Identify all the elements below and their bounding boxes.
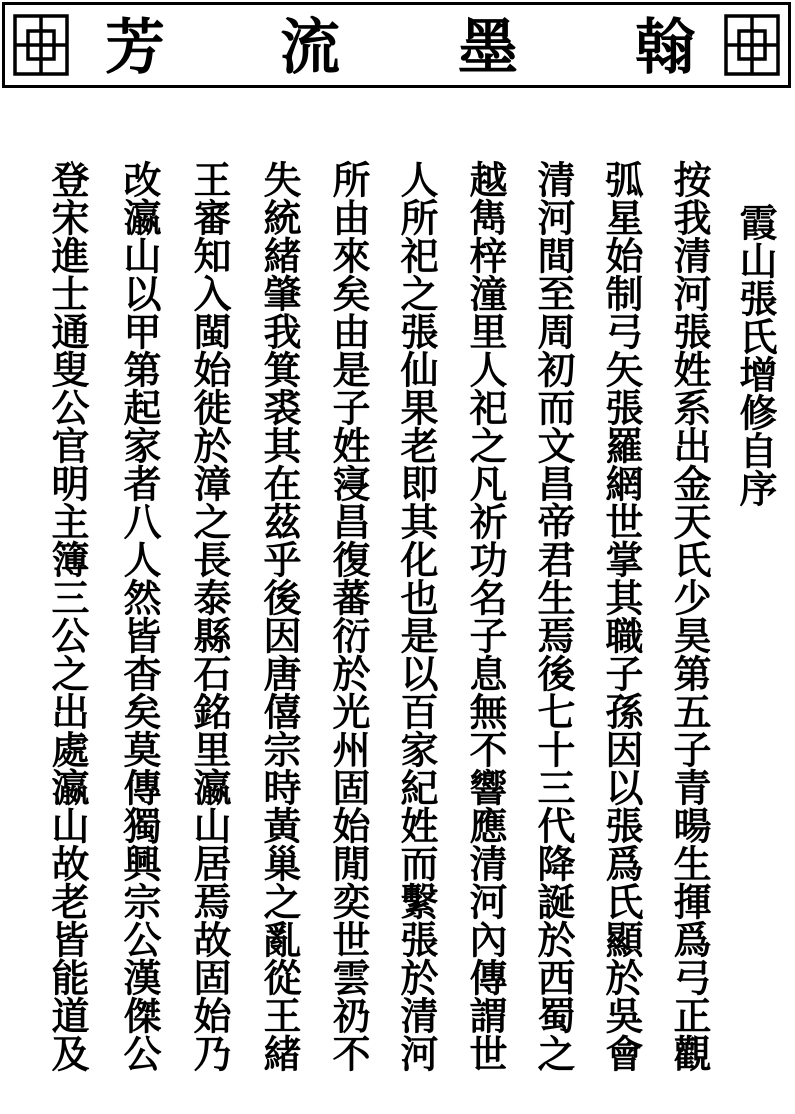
- text-column-6: 所由來矣由是子姓寖昌復蕃衍於光州固始閒奕世雲礽不: [326, 160, 371, 1072]
- text-column-2: 弧星始制弓矢張羅網世掌其職子孫因以張爲氏顯於吳會: [599, 160, 644, 1072]
- text-column-1: 按我清河張姓系出金天氏少昊第五子青暘生揮爲弓正觀: [667, 160, 712, 1072]
- banner-char-2: 流: [280, 13, 340, 83]
- text-column-5: 人所祀之張仙果老即其化也是以百家紀姓而繫張於清河: [394, 160, 439, 1072]
- banner-char-1: 芳: [105, 13, 165, 83]
- document-title: 霞山張氏增修自序: [733, 203, 778, 507]
- text-column-9: 改瀛山以甲第起家者八人然皆杳矣莫傳獨興宗公漢傑公: [117, 160, 162, 1072]
- text-column-8: 王審知入閩始徙於漳之長泰縣石銘里瀛山居焉故固始乃: [187, 160, 232, 1072]
- banner-char-3: 墨: [458, 13, 518, 83]
- text-column-10: 登宋進士通叟公官明主簿三公之出處瀛山故老皆能道及: [45, 160, 90, 1072]
- banner-char-4: 翰: [635, 13, 695, 83]
- text-column-3: 清河間至周初而文昌帝君生焉後七十三代降誕於西蜀之: [531, 160, 576, 1072]
- text-column-7: 失統緒肇我箕裘其在茲乎後因唐僖宗時黃巢之亂從王緒: [257, 160, 302, 1072]
- text-column-4: 越雋梓潼里人祀之凡祈功名子息無不響應清河內傳謂世: [463, 160, 508, 1072]
